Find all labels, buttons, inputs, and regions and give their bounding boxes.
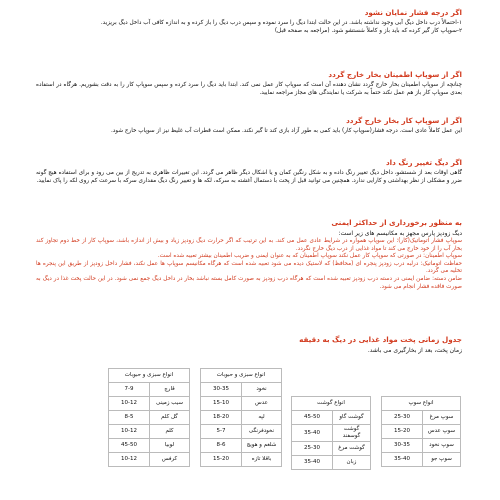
table-row	[109, 425, 190, 439]
section-heading: اگر دیگ تغییر رنگ داد	[385, 158, 462, 167]
table-row	[292, 425, 371, 442]
cook-time: 18-20	[201, 411, 242, 425]
table-row	[109, 383, 190, 397]
food-name: سوپ مرغ	[423, 411, 461, 425]
cook-time: 25-30	[292, 442, 333, 456]
cooking-time-tables	[62, 368, 462, 494]
section-paragraph: ۱-احتمالاً درب داخل دیگ آبی وجود نداشته باشد. در این حالت ابتدا دیگ را سرد نموده و سپس درب دیگ را باز کرده و به اندازه کافی آب داخل دیگ بریزید.	[100, 20, 462, 26]
table-header: انواع گوشت	[292, 397, 371, 411]
food-name: گوشت گاو	[333, 411, 371, 425]
cook-time: 10-12	[109, 397, 150, 411]
cook-time: 7-9	[109, 383, 150, 397]
cook-time: 30-35	[382, 439, 423, 453]
cook-time: 15-20	[201, 453, 242, 467]
section-safety	[36, 218, 462, 291]
section-heading: اگر از سوپاپ کار بخار خارج گردد	[346, 116, 462, 125]
section-heading: به منظور برخورداری از حداکثر ایمنی	[331, 218, 462, 227]
section-paragraph: سوپاپ اطمینان: در صورتی که سوپاپ کار عمل نکند سوپاپ اطمینان که به عنوان ایمنی و ضریب اطمینان بیشتر تعبیه شده است.	[157, 253, 462, 260]
section-heading: اگر از سوپاپ اطمینان بخار خارج گردد	[328, 70, 462, 79]
cook-time: 30-35	[201, 383, 242, 397]
section-paragraph: این عمل کاملاً عادی است. درجه فشار(سوپاپ کار) باید کمی به طور آزاد بازی کند تا گیر نکند. ممکن است قطرات آب غلیظ نیز از سوپاپ خارج شود.	[110, 128, 462, 134]
cook-time: 8-5	[109, 411, 150, 425]
section-paragraph: سوپاپ فشار اتوماتیک(کار): این سوپاپ همواره در شرایط عادی عمل می کند. به این ترتیب که اگر حرارت دیگ زودپز زیاد و بیش از اندازه باشد، سوپاپ کار از خط دوم تجاوز کند بخار آب را از خود خارج می کند تا مواد غذایی از درب دیگ خارج نگردد.	[36, 238, 462, 252]
cook-time: 15-10	[201, 397, 242, 411]
table-row	[201, 383, 282, 397]
table-row	[109, 411, 190, 425]
section-paragraph: حفاظت اتوماتیک: درلبه درب زودپز پنجره ای (محافظ) که لاستیک دیده می شود تعبیه شده است که هرگاه مکانیسم سوپاپ ها عمل نکند، فشار داخل زودپز از طریق این پنجره ها تخلیه می گردد.	[36, 260, 462, 275]
food-name: گوشت مرغ	[333, 442, 371, 456]
table-row	[109, 439, 190, 453]
cook-time: 45-50	[292, 411, 333, 425]
table-header: انواع سبزی و حبوبات	[109, 369, 190, 383]
section-working-valve-steam	[36, 116, 462, 136]
cook-time: 45-50	[109, 439, 150, 453]
table-row	[201, 439, 282, 453]
section-paragraph: چنانچه از سوپاپ اطمینان بخار خارج گردد نشان دهنده آن است که سوپاپ کار عمل نمی کند. ابتدا باید دیگ را سرد کرده و سپس سوپاپ کار را به دقت بشوریم. هرگاه در استفاده بعدی سوپاپ کار باز هم عمل نکند حتماً به شرکت یا نمایندگی های مجاز مراجعه نمایید.	[36, 82, 462, 96]
food-name: گوشت گوسفند	[333, 425, 371, 442]
table-legumes	[200, 368, 282, 467]
section-paragraph: ضامن دسته: ضامن ایمنی در دسته درب زودپز تعبیه شده است که هرگاه درب زودپز به صورت کامل بسته نباشد بخار در داخل دیگ جمع نمی شود. در این حالت پخت غذا در دیگ به صورت فاقده فشار انجام می شود.	[36, 275, 462, 290]
table-row	[382, 453, 461, 467]
food-name: نخود	[242, 383, 282, 397]
table-row	[382, 411, 461, 425]
cook-time: 5-7	[201, 425, 242, 439]
section-paragraph: گاهی اوقات بعد از شستشو، داخل دیگ تغییر رنگ داده و به شکل رنگین کمان و یا اشکال دیگر ظاهر می گردد. این تغییرات ظاهری به تدریج از بین می رود و برای استفاده هیچ گونه ضرر و مشکلی از نظر بهداشتی و کارایی ندارد. همچنین می توانید قبل از پخت با دستمال آغشته به سرکه، لکه ها و تغییر رنگ دیگ مقداری سرکه با سرعت کم روی لکه را پاک نمایید.	[36, 170, 462, 184]
table-row	[292, 442, 371, 456]
table-row	[201, 411, 282, 425]
section-paragraph: ۲-سوپاپ کار گیر کرده که باید باز و کاملاً شستشو شود. (مراجعه به صفحه قبل)	[274, 27, 462, 34]
food-name: شلغم و هویج	[242, 439, 282, 453]
food-name: گل کلم	[150, 411, 190, 425]
food-name: قارچ	[150, 383, 190, 397]
table-header: انواع سبزی و حبوبات	[201, 369, 282, 383]
section-intro: دیگ زودپز پارس مجهز به مکانیسم های زیر است:	[338, 230, 462, 237]
food-name: زبان	[333, 456, 371, 470]
table-header: انواع سوپ	[382, 397, 461, 411]
section-safety-valve-steam	[36, 70, 462, 97]
cook-time: 35-40	[382, 453, 423, 467]
food-name: نخودفرنگی	[242, 425, 282, 439]
cook-time: 25-30	[382, 411, 423, 425]
cook-time: 15-20	[382, 425, 423, 439]
table-row	[201, 425, 282, 439]
food-name: لپه	[242, 411, 282, 425]
section-heading: اگر درجه فشار نمایان نشود	[364, 8, 462, 17]
table-row	[201, 397, 282, 411]
cook-time: 35-40	[292, 425, 333, 442]
cook-time: 10-12	[109, 425, 150, 439]
cook-time: 8-6	[201, 439, 242, 453]
cook-time: 10-12	[109, 453, 150, 467]
table-meats	[291, 396, 371, 470]
section-no-pressure	[36, 8, 462, 35]
table-row	[109, 397, 190, 411]
section-cooking-times	[36, 335, 462, 355]
section-heading: جدول زمانی پخت مواد غذایی در دیگ به دقیقه	[299, 335, 462, 344]
table-row	[382, 439, 461, 453]
food-name: کرفس	[150, 453, 190, 467]
table-row	[292, 411, 371, 425]
food-name: کلم	[150, 425, 190, 439]
food-name: باقلا تازه	[242, 453, 282, 467]
table-row	[109, 453, 190, 467]
table-vegetables	[108, 368, 190, 467]
food-name: عدس	[242, 397, 282, 411]
food-name: سوپ جو	[423, 453, 461, 467]
food-name: سوپ عدس	[423, 425, 461, 439]
table-row	[201, 453, 282, 467]
food-name: سیب زمینی	[150, 397, 190, 411]
food-name: لوبیا	[150, 439, 190, 453]
cook-time: 35-40	[292, 456, 333, 470]
table-row	[382, 425, 461, 439]
section-intro: زمان پخت، بعد از بخارگیری می باشد.	[367, 347, 462, 354]
table-row	[292, 456, 371, 470]
section-color-change	[36, 158, 462, 185]
food-name: سوپ نخود	[423, 439, 461, 453]
table-soups	[381, 396, 461, 467]
